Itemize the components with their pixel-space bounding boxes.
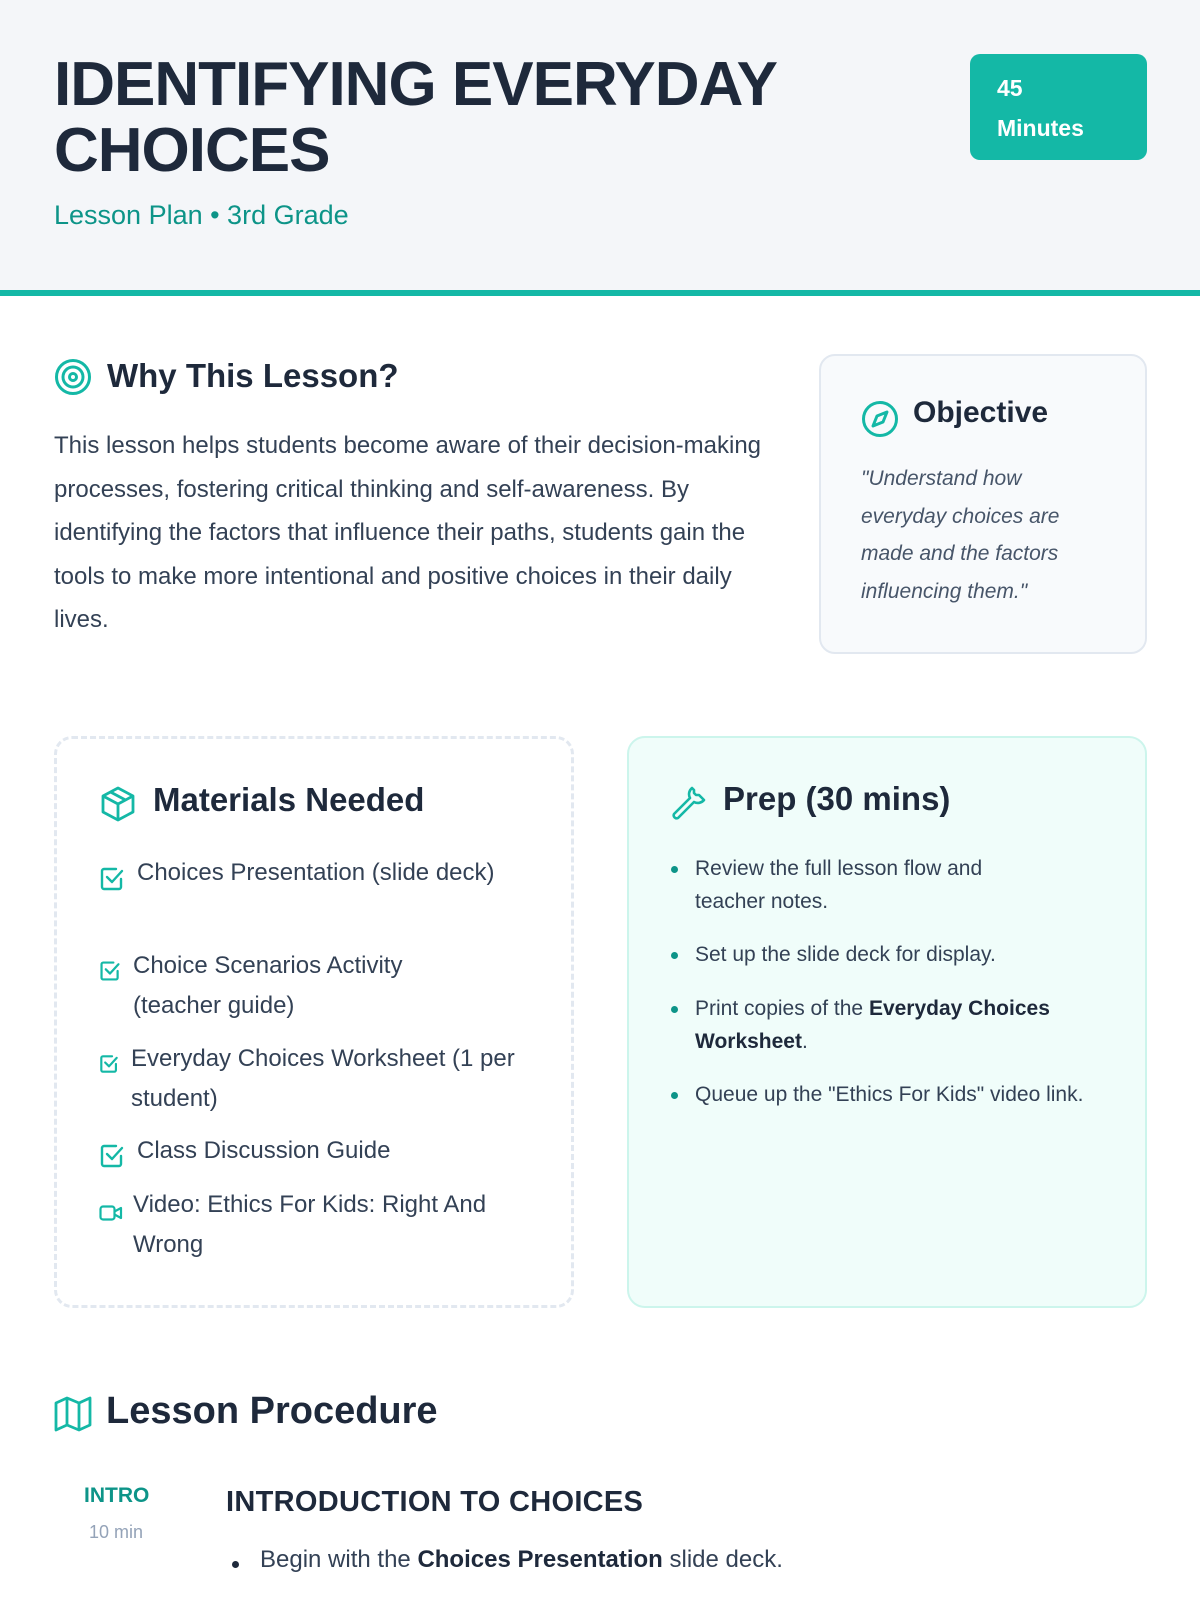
objective-heading: Objective <box>913 396 1049 429</box>
prep-item <box>695 992 1105 1058</box>
map-icon <box>54 1396 92 1432</box>
materials-card <box>54 736 574 1308</box>
bullet-dot <box>671 866 678 873</box>
prep-item <box>695 938 1115 971</box>
prep-card <box>627 736 1147 1308</box>
compass-icon <box>861 400 899 438</box>
lesson-title-line1: IDENTIFYING EVERYDAY <box>54 50 778 119</box>
prep-item <box>695 852 1055 918</box>
prep-item-text: . <box>801 1030 808 1053</box>
duration-badge <box>970 54 1147 160</box>
prep-item <box>695 1078 1105 1111</box>
bullet-dot <box>671 1006 678 1013</box>
checkbox-icon <box>99 1054 119 1074</box>
box-icon <box>99 785 137 823</box>
lesson-title <box>54 52 914 184</box>
prep-item-text: Print copies of the <box>695 997 869 1020</box>
material-item: Choices Presentation (slide deck) <box>137 859 495 886</box>
prep-item-text: Queue up the "Ethics For Kids" video link. <box>695 1083 1084 1106</box>
checkbox-icon <box>99 866 125 892</box>
materials-heading: Materials Needed <box>153 781 425 818</box>
bullet-dot <box>671 952 678 959</box>
step-label: INTRO <box>84 1484 150 1507</box>
step-bullet <box>260 1546 783 1574</box>
wrench-icon <box>669 782 707 820</box>
step-time: 10 min <box>89 1522 144 1542</box>
checkbox-icon <box>99 960 121 982</box>
prep-heading: Prep (30 mins) <box>723 780 951 817</box>
video-icon <box>99 1204 123 1222</box>
lesson-header <box>0 0 1200 296</box>
duration-unit: Minutes <box>997 115 1084 141</box>
duration-number: 45 <box>997 75 1023 101</box>
step-bullet-text: Begin with the <box>260 1546 418 1573</box>
presentation-name: Choices Presentation <box>417 1546 663 1573</box>
lesson-title-line2: CHOICES <box>54 116 330 185</box>
material-item: Choice Scenarios Activity (teacher guide) <box>133 952 403 1019</box>
prep-item-text: Review the full lesson flow and teacher notes. <box>695 857 983 913</box>
worksheet-name: Everyday Choices Worksheet <box>695 997 1050 1053</box>
step-title: INTRODUCTION TO CHOICES <box>226 1486 644 1518</box>
prep-item-text: Set up the slide deck for display. <box>695 943 996 966</box>
why-body: This lesson helps students become aware of their decision-making processes, fostering critical thinking and self-awareness. By identifying the factors that influence their paths, students gain the tools to make more intentional and positive choices in their daily lives. <box>54 432 762 633</box>
objective-quote: "Understand how everyday choices are made and the factors influencing them." <box>861 467 1060 603</box>
why-heading: Why This Lesson? <box>107 357 399 394</box>
step-bullet-text: slide deck. <box>662 1546 783 1573</box>
objective-card <box>819 354 1147 654</box>
lesson-subtitle: Lesson Plan • 3rd Grade <box>54 200 349 230</box>
material-item: Class Discussion Guide <box>137 1137 391 1164</box>
material-item: Video: Ethics For Kids: Right And Wrong <box>133 1191 487 1258</box>
bullet-dot <box>232 1561 239 1568</box>
material-item: Everyday Choices Worksheet (1 per student) <box>131 1045 515 1112</box>
target-icon <box>54 358 92 396</box>
procedure-heading: Lesson Procedure <box>106 1390 438 1432</box>
bullet-dot <box>671 1092 678 1099</box>
checkbox-icon <box>99 1143 125 1169</box>
